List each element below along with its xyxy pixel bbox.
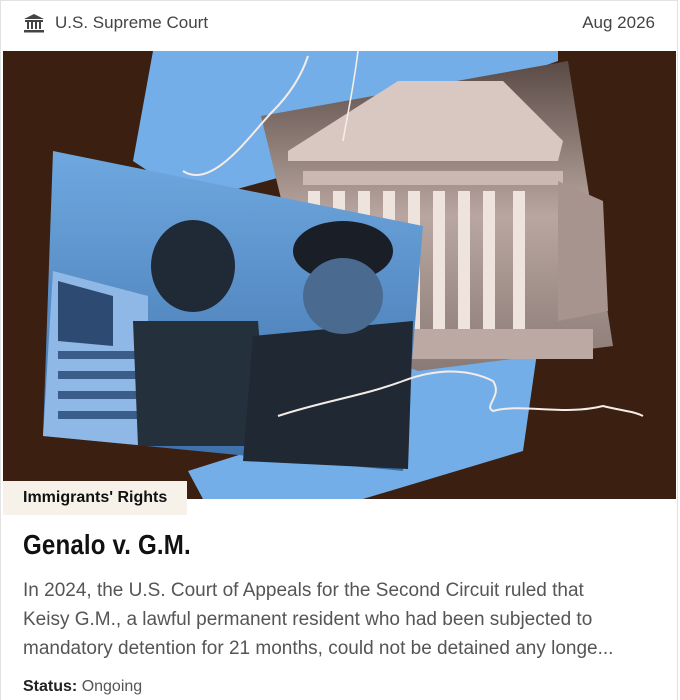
hero-collage (3, 51, 676, 499)
hero-image[interactable] (3, 51, 676, 499)
case-date: Aug 2026 (582, 13, 655, 32)
case-summary (23, 576, 663, 663)
summary-line: Keisy G.M., a lawful permanent resident who had been subjected to (23, 609, 593, 630)
court-name: U.S. Supreme Court (55, 13, 209, 32)
case-status (23, 678, 142, 696)
summary-line: In 2024, the U.S. Court of Appeals for the Second Circuit ruled that (23, 580, 584, 601)
summary-line: mandatory detention for 21 months, could not be detained any longe... (23, 638, 614, 659)
case-title[interactable]: Genalo v. G.M. (23, 529, 191, 560)
card-header (1, 1, 677, 45)
status-value: Ongoing (81, 678, 143, 695)
category-badge[interactable]: Immigrants' Rights (3, 481, 187, 515)
status-label: Status: (23, 678, 78, 695)
courthouse-icon (23, 12, 45, 34)
